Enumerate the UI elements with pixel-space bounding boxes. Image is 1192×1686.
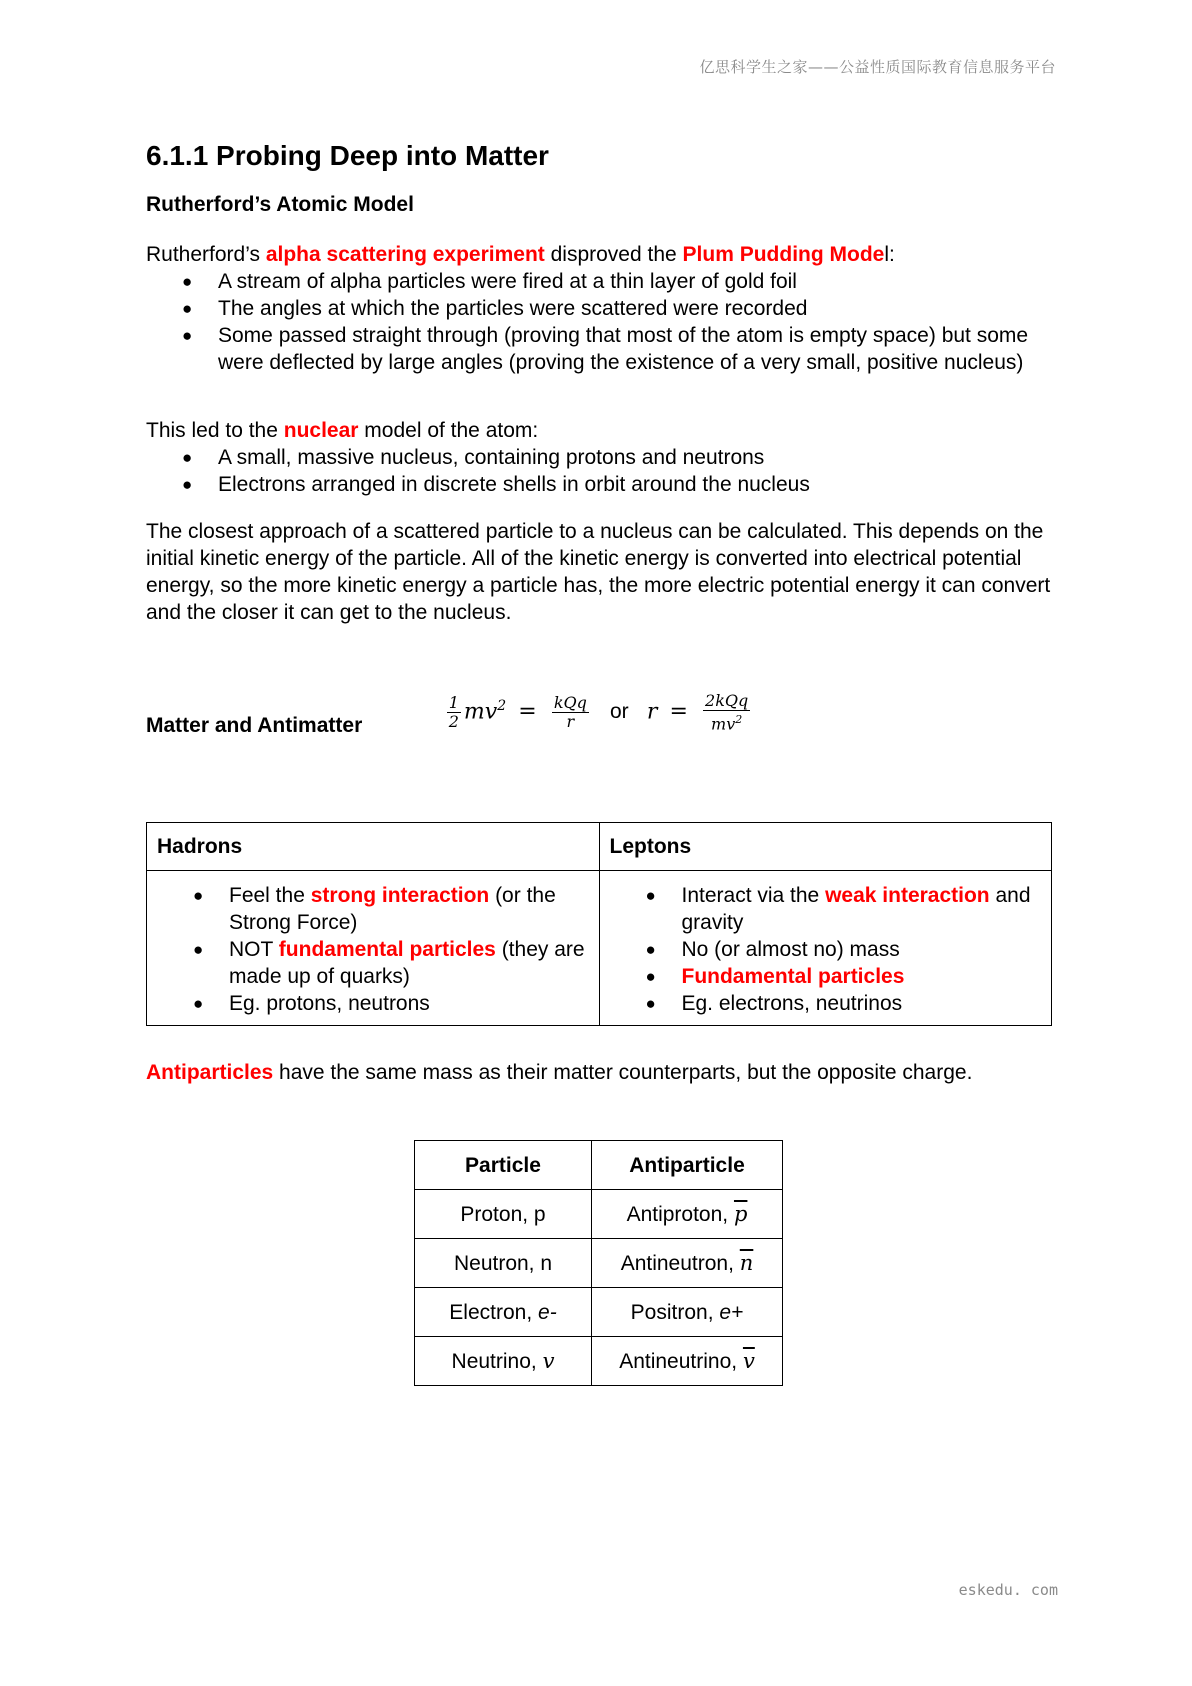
list-item bbox=[610, 936, 1042, 963]
header-antiparticle: Antiparticle bbox=[592, 1141, 783, 1190]
highlight-fundamental-particles: fundamental particles bbox=[278, 938, 496, 961]
intro-text-mid: disproved the bbox=[544, 243, 683, 266]
symbol-neutrino: v bbox=[542, 1348, 555, 1373]
highlight-fundamental-particles: Fundamental particles bbox=[681, 965, 905, 988]
symbol-nbar: $\overline{n}$ bbox=[739, 1250, 754, 1275]
table-row bbox=[415, 1190, 783, 1239]
frac-den: 2 bbox=[448, 712, 459, 732]
nuclear-bullets bbox=[146, 444, 1051, 498]
list-item: ● A small, massive nucleus, containing protons and neutrons bbox=[146, 444, 1051, 471]
antiparticle-cell bbox=[592, 1190, 783, 1239]
nuclear-text: This led to the bbox=[146, 419, 284, 442]
list-item: ● The angles at which the particles were scattered were recorded bbox=[146, 295, 1051, 322]
item-text: No (or almost no) mass bbox=[681, 938, 900, 961]
cell-text: Neutrino, bbox=[451, 1349, 543, 1373]
hadrons-list bbox=[157, 882, 589, 1017]
list-item bbox=[157, 990, 589, 1017]
particle-cell bbox=[415, 1239, 592, 1288]
leptons-list bbox=[610, 882, 1042, 1017]
list-item bbox=[157, 882, 589, 936]
symbol-electron: e- bbox=[538, 1300, 557, 1324]
item-text: and gravity bbox=[681, 884, 1031, 934]
antiparticles-text: have the same mass as their matter counterparts, but the opposite charge. bbox=[273, 1061, 973, 1084]
item-text: NOT bbox=[229, 938, 279, 961]
table-row bbox=[147, 871, 1052, 1026]
symbol-positron: e+ bbox=[719, 1300, 744, 1324]
header-particle: Particle bbox=[415, 1141, 592, 1190]
fraction-2kqq-mv2 bbox=[703, 692, 750, 733]
intro-text: Rutherford’s bbox=[146, 243, 266, 266]
hadrons-cell bbox=[147, 871, 600, 1026]
formula-or: or bbox=[610, 700, 629, 724]
fraction-half bbox=[447, 694, 461, 731]
particle-cell bbox=[415, 1337, 592, 1386]
highlight-alpha-scattering: alpha scattering experiment bbox=[265, 243, 545, 266]
frac-num: 1 bbox=[448, 693, 459, 713]
antiparticle-cell bbox=[592, 1337, 783, 1386]
math-r: r bbox=[646, 699, 658, 725]
item-text: Eg. protons, neutrons bbox=[229, 992, 430, 1015]
table-header-row bbox=[147, 823, 1052, 871]
rutherford-bullets bbox=[146, 268, 1051, 376]
cell-text: Electron, bbox=[449, 1300, 539, 1324]
highlight-strong-interaction: strong interaction bbox=[310, 884, 490, 907]
list-item bbox=[610, 882, 1042, 936]
table-row bbox=[415, 1337, 783, 1386]
item-text: Feel the bbox=[229, 884, 311, 907]
table-row bbox=[415, 1239, 783, 1288]
nuclear-model-paragraph bbox=[146, 417, 1051, 498]
antiparticle-cell bbox=[592, 1288, 783, 1337]
item-text: Interact via the bbox=[681, 884, 826, 907]
highlight-weak-interaction: weak interaction bbox=[825, 884, 990, 907]
nuclear-intro bbox=[146, 417, 1051, 444]
cell-text: Proton, p bbox=[460, 1202, 546, 1226]
list-item: ● Electrons arranged in discrete shells in orbit around the nucleus bbox=[146, 471, 1051, 498]
item-text: (they are made up of quarks) bbox=[229, 938, 585, 988]
cell-text: Neutron, n bbox=[453, 1251, 553, 1275]
cell-text: Antiproton, bbox=[626, 1202, 734, 1226]
antiparticles-paragraph bbox=[146, 1059, 1051, 1086]
rutherford-intro bbox=[146, 241, 1051, 268]
hadrons-leptons-table bbox=[146, 822, 1052, 1026]
frac-num: kQq bbox=[553, 693, 587, 713]
leptons-cell bbox=[599, 871, 1052, 1026]
table-header-row bbox=[415, 1141, 783, 1190]
item-text: (or the Strong Force) bbox=[229, 884, 556, 934]
math-equals: = bbox=[518, 699, 537, 725]
frac-den bbox=[709, 711, 744, 733]
highlight-antiparticles: Antiparticles bbox=[146, 1061, 274, 1084]
fraction-kqq-r bbox=[552, 694, 589, 731]
rutherford-paragraph bbox=[146, 241, 1051, 376]
math-exponent: 2 bbox=[497, 698, 507, 715]
list-item bbox=[157, 936, 589, 990]
symbol-vbar: $\overline{v}$ bbox=[742, 1348, 755, 1373]
particle-cell bbox=[415, 1288, 592, 1337]
nuclear-text-end: model of the atom: bbox=[358, 419, 539, 442]
section-heading-matter: Matter and Antimatter bbox=[146, 714, 363, 737]
list-item bbox=[610, 990, 1042, 1017]
list-item: ● A stream of alpha particles were fired at a thin layer of gold foil bbox=[146, 268, 1051, 295]
cell-text: Positron, bbox=[630, 1300, 720, 1324]
cell-text: Antineutron, bbox=[620, 1251, 740, 1275]
antiparticle-cell bbox=[592, 1239, 783, 1288]
symbol-pbar: $\overline{p}$ bbox=[733, 1201, 748, 1226]
header-site-name: 亿思科学生之家——公益性质国际教育信息服务平台 bbox=[699, 58, 1056, 76]
table-row bbox=[415, 1288, 783, 1337]
list-item bbox=[610, 963, 1042, 990]
frac-num: 2kQq bbox=[705, 691, 749, 710]
footer-domain: eskedu. com bbox=[958, 1581, 1058, 1599]
math-mv: mv bbox=[463, 699, 498, 725]
header-hadrons: Hadrons bbox=[147, 823, 600, 871]
highlight-plum-pudding: Plum Pudding Mode bbox=[682, 243, 885, 266]
header-leptons: Leptons bbox=[599, 823, 1052, 871]
math-equals: = bbox=[669, 699, 688, 725]
frac-den: r bbox=[566, 712, 575, 732]
frac-den-exp: 2 bbox=[735, 713, 743, 726]
closest-approach-paragraph: The closest approach of a scattered particle to a nucleus can be calculated. This depends on the initial kinetic energy of the particle. All of the kinetic energy is converted into electrical potential energy, so the more kinetic energy a particle has, the more electric potential energy it can convert and the closer it can get to the nucleus. bbox=[146, 520, 1051, 624]
intro-text-end: l: bbox=[884, 243, 895, 266]
highlight-nuclear: nuclear bbox=[283, 419, 359, 442]
section-heading-rutherford: Rutherford’s Atomic Model bbox=[146, 193, 414, 216]
frac-den-mv: mv bbox=[711, 714, 736, 734]
particle-antiparticle-table bbox=[414, 1140, 783, 1386]
page-title: 6.1.1 Probing Deep into Matter bbox=[146, 140, 549, 171]
particle-cell bbox=[415, 1190, 592, 1239]
list-item: ● Some passed straight through (proving that most of the atom is empty space) but some were deflected by large angles (proving the existence of a very small, positive nucleus) bbox=[146, 322, 1051, 376]
item-text: Eg. electrons, neutrinos bbox=[681, 992, 903, 1015]
cell-text: Antineutrino, bbox=[619, 1349, 743, 1373]
